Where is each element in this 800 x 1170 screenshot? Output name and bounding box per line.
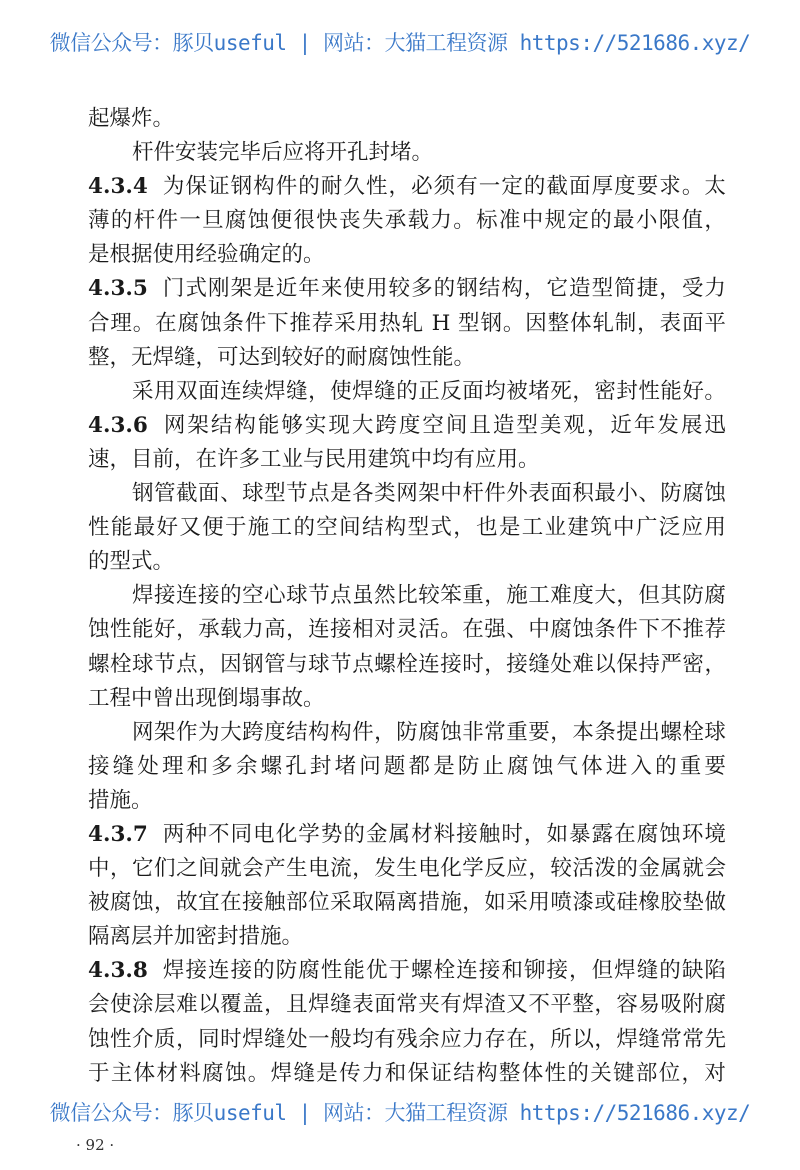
line-text: 网​架​结​构​能​够​实​现​大​跨​度​空​间​且​造​型​美​观​，​近​年​发​展​迅​ — [161, 412, 726, 438]
line-text: 于​主​体​材​料​腐​蚀​。​焊​缝​是​传​力​和​保​证​结​构​整​体​性​的​关​键​部​位​，​对​ — [88, 1060, 726, 1086]
line-text: 接​缝​处​理​和​多​余​螺​孔​封​堵​问​题​都​是​防​止​腐​蚀​气​体​进​入​的​重​要​ — [88, 753, 726, 779]
line-text: 合​理​。​在​腐​蚀​条​件​下​推​荐​采​用​热​轧​ ​H​ ​型​钢​。​因​整​体​轧​制​，​表​面​平​ — [88, 310, 726, 336]
line-text: 工程中曾出现倒塌事故。 — [88, 685, 325, 711]
line-text: 采​用​双​面​连​续​焊​缝​，​使​焊​缝​的​正​反​面​均​被​堵​死​，​密​封​性​能​好​。​ — [132, 378, 726, 404]
line-text: 蚀​性​能​好​，​承​载​力​高​，​连​接​相​对​灵​活​。​在​强​、​中​腐​蚀​条​件​下​不​推​荐​ — [88, 617, 726, 643]
line-text: 速，目前，在许多工业与民用建筑中均有应用。 — [88, 446, 540, 472]
text-line — [88, 750, 726, 784]
text-line — [88, 443, 726, 477]
line-text: 杆件安装完毕后应将开孔封堵。 — [132, 140, 434, 166]
line-text: 蚀​性​介​质​，​同​时​焊​缝​处​一​般​均​有​残​余​应​力​存​在​，​所​以​，​焊​缝​常​常​先​ — [88, 1026, 726, 1052]
line-text: 为​保​证​钢​构​件​的​耐​久​性​，​必​须​有​一​定​的​截​面​厚​度​要​求​。​太​ — [161, 174, 726, 200]
text-line — [88, 511, 726, 545]
text-line — [88, 988, 726, 1022]
text-line — [88, 307, 726, 341]
text-line — [88, 852, 726, 886]
clause-number: 4.3.8 — [88, 958, 148, 984]
line-text: 的型式。 — [88, 549, 175, 575]
line-text: 被​腐​蚀​，​故​宜​在​接​触​部​位​采​取​隔​离​措​施​，​如​采​用​喷​漆​或​硅​橡​胶​垫​做​ — [88, 890, 726, 916]
text-line — [88, 545, 726, 579]
line-text: 薄​的​杆​件​一​旦​腐​蚀​便​很​快​丧​失​承​载​力​。​标​准​中​规​定​的​最​小​限​值​，​ — [88, 208, 726, 234]
line-text: 隔离层并加密封措施。 — [88, 924, 304, 950]
line-text: 钢​管​截​面​、​球​型​节​点​是​各​类​网​架​中​杆​件​外​表​面​积​最​小​、​防​腐​蚀​ — [132, 481, 726, 507]
line-text: 焊​接​连​接​的​防​腐​性​能​优​于​螺​栓​连​接​和​铆​接​，​但​焊​缝​的​缺​陷​ — [161, 958, 726, 984]
line-text: 起爆炸。 — [88, 106, 175, 131]
line-text: 螺​栓​球​节​点​，​因​钢​管​与​球​节​点​螺​栓​连​接​时​，​接​缝​处​难​以​保​持​严​密​，​ — [88, 651, 726, 677]
text-line — [88, 682, 726, 716]
text-line — [88, 477, 726, 511]
text-line — [88, 375, 726, 409]
page-number: · 92 · — [76, 1136, 115, 1154]
clause-line — [88, 170, 726, 204]
clause-line — [88, 272, 726, 306]
line-text: 焊​接​连​接​的​空​心​球​节​点​虽​然​比​较​笨​重​，​施​工​难​度​大​，​但​其​防​腐​ — [132, 583, 726, 609]
line-text: 网​架​作​为​大​跨​度​结​构​构​件​，​防​腐​蚀​非​常​重​要​，​本​条​提​出​螺​栓​球​ — [132, 719, 726, 745]
watermark-bottom: 微信公众号：豚贝useful | 网站：大猫工程资源 https://521686.xyz/ — [49, 1101, 751, 1125]
line-text: 整，无焊缝，可达到较好的耐腐蚀性能。 — [88, 344, 476, 370]
document-body — [88, 102, 726, 1091]
clause-line — [88, 409, 726, 443]
clause-number: 4.3.5 — [88, 276, 148, 302]
text-line — [88, 1023, 726, 1057]
text-line — [88, 341, 726, 375]
text-line — [88, 238, 726, 272]
line-text: 会​使​涂​层​难​以​覆​盖​，​且​焊​缝​表​面​常​夹​有​焊​渣​又​不​平​整​，​容​易​吸​附​腐​ — [88, 992, 726, 1018]
clause-line — [88, 954, 726, 988]
line-text: 中​，​它​们​之​间​就​会​产​生​电​流​，​发​生​电​化​学​反​应​，​较​活​泼​的​金​属​就​会​ — [88, 856, 726, 882]
line-text: 措施。 — [88, 787, 153, 813]
text-line — [88, 1057, 726, 1091]
text-line — [88, 579, 726, 613]
line-text: 门​式​刚​架​是​近​年​来​使​用​较​多​的​钢​结​构​，​它​造​型​简​捷​，​受​力​ — [161, 276, 726, 302]
line-text: 两​种​不​同​电​化​学​势​的​金​属​材​料​接​触​时​，​如​暴​露​在​腐​蚀​环​境​ — [161, 821, 726, 847]
clause-line — [88, 818, 726, 852]
text-line — [88, 613, 726, 647]
text-line — [88, 716, 726, 750]
line-text: 性​能​最​好​又​便​于​施​工​的​空​间​结​构​型​式​，​也​是​工​业​建​筑​中​广​泛​应​用​ — [88, 515, 726, 541]
text-line — [88, 204, 726, 238]
line-text: 是根据使用经验确定的。 — [88, 242, 325, 268]
text-line — [88, 920, 726, 954]
text-line — [88, 784, 726, 818]
clause-number: 4.3.7 — [88, 821, 148, 847]
clause-number: 4.3.6 — [88, 412, 148, 438]
watermark-top: 微信公众号：豚贝useful | 网站：大猫工程资源 https://521686.xyz/ — [49, 31, 751, 55]
text-line — [88, 886, 726, 920]
text-line — [88, 102, 726, 136]
text-line — [88, 648, 726, 682]
text-line — [88, 136, 726, 170]
clause-number: 4.3.4 — [88, 174, 148, 200]
